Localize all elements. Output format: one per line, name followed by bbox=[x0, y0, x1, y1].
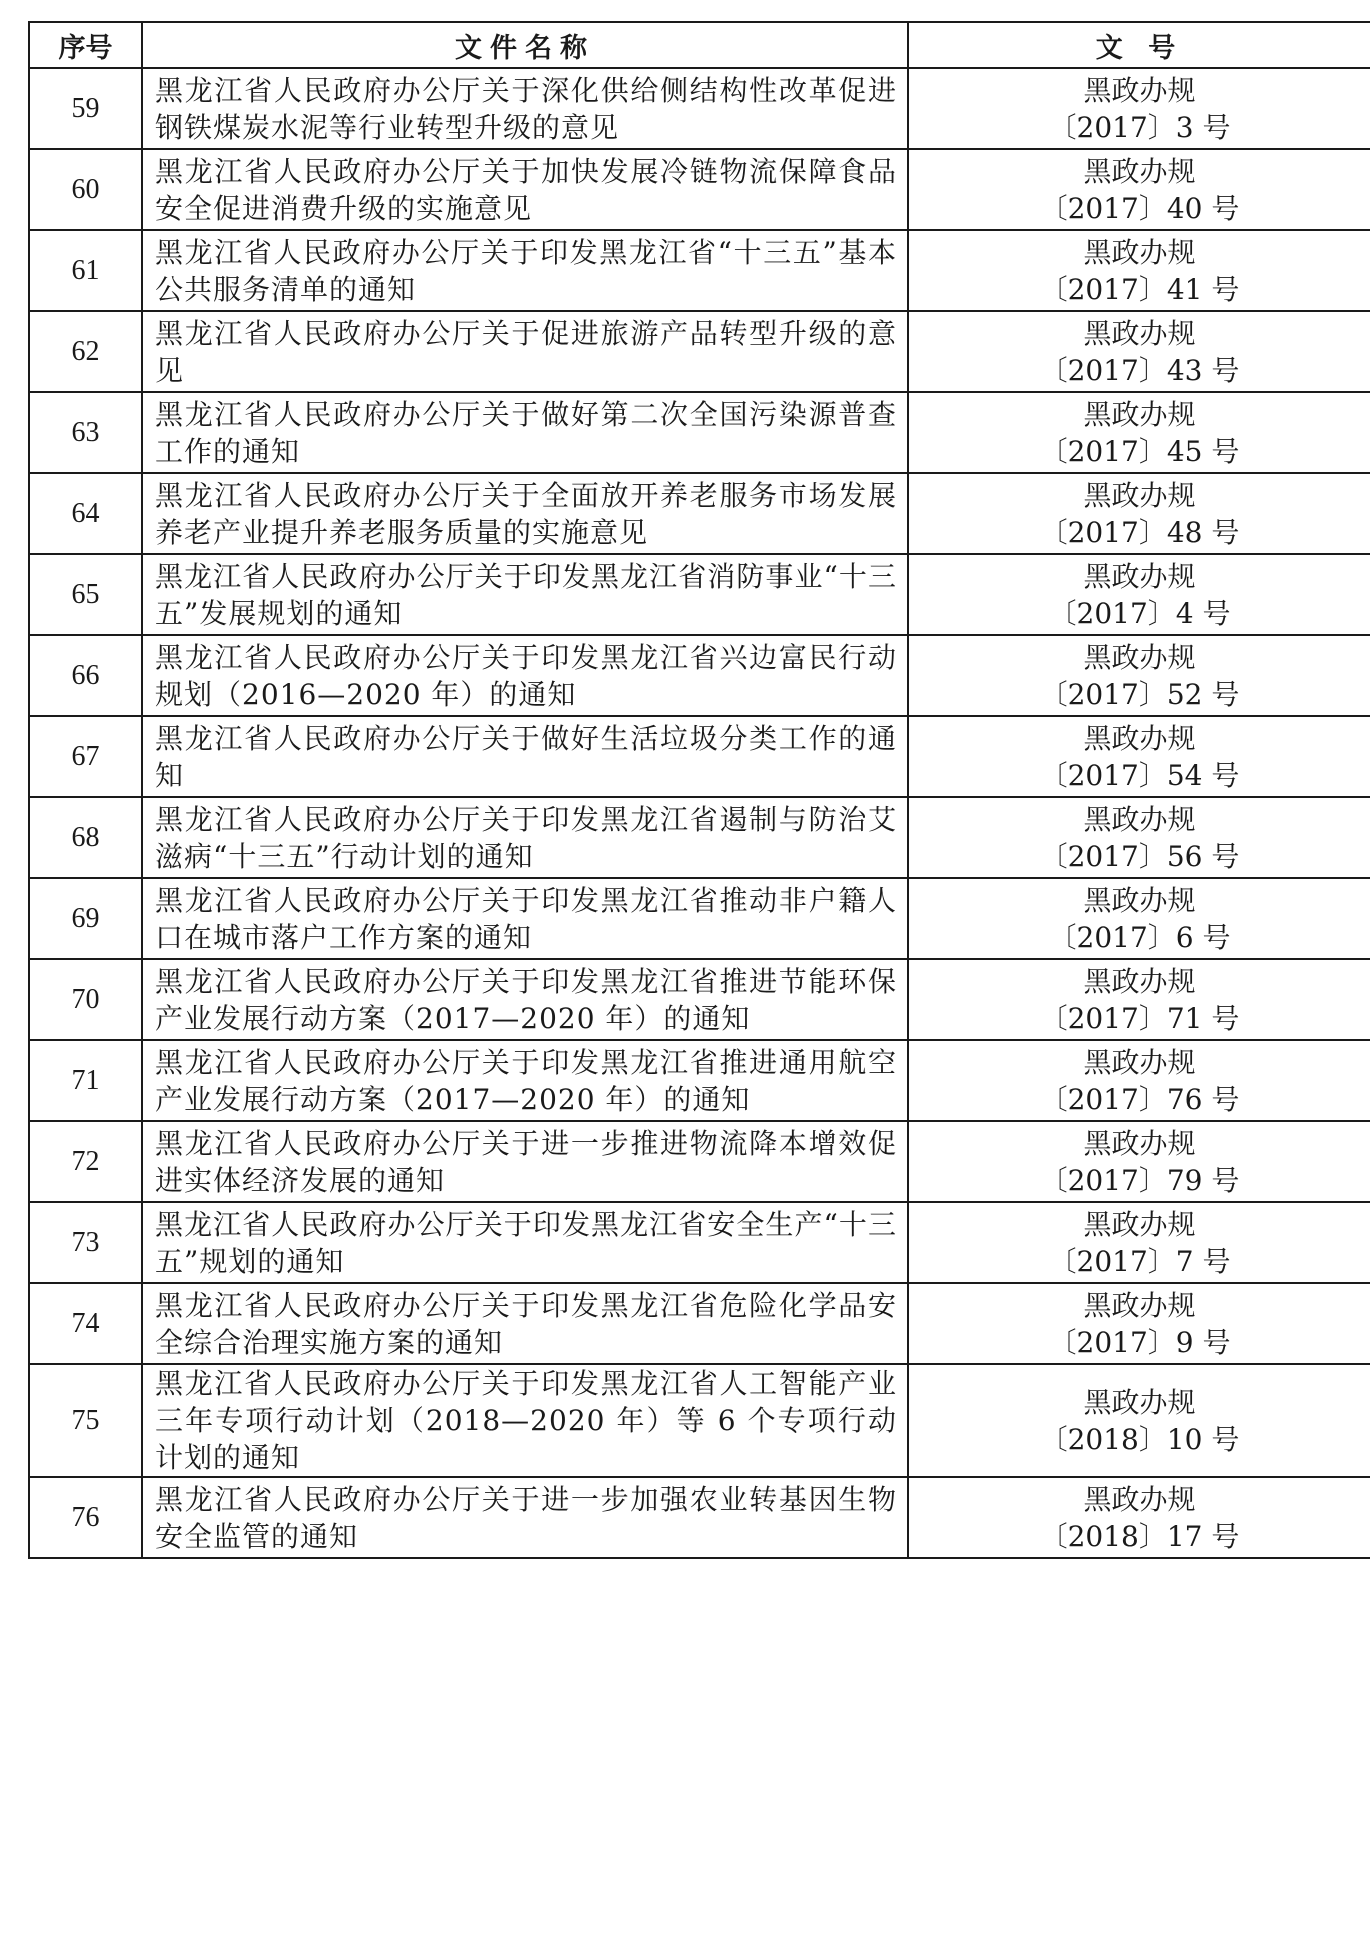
docno-prefix: 黑政办规 bbox=[1083, 559, 1196, 593]
row-seq: 71 bbox=[29, 1040, 142, 1121]
docno-number: 〔2017〕54 号 bbox=[1039, 758, 1240, 792]
table-row bbox=[29, 797, 1370, 878]
row-seq: 65 bbox=[29, 554, 142, 635]
row-seq: 66 bbox=[29, 635, 142, 716]
docno-number: 〔2017〕45 号 bbox=[1039, 434, 1240, 468]
document-list-table bbox=[28, 21, 1370, 1559]
row-seq: 62 bbox=[29, 311, 142, 392]
docno-prefix: 黑政办规 bbox=[1083, 235, 1196, 269]
table-row bbox=[29, 1202, 1370, 1283]
docno-number: 〔2017〕40 号 bbox=[1039, 191, 1240, 225]
row-docno bbox=[908, 311, 1370, 392]
docno-number: 〔2017〕7 号 bbox=[1048, 1244, 1231, 1278]
docno-number: 〔2017〕9 号 bbox=[1048, 1325, 1231, 1359]
docno-number: 〔2017〕43 号 bbox=[1039, 353, 1240, 387]
row-seq: 75 bbox=[29, 1364, 142, 1477]
table-row bbox=[29, 554, 1370, 635]
row-docno bbox=[908, 1283, 1370, 1364]
docno-number: 〔2017〕4 号 bbox=[1048, 596, 1231, 630]
docno-prefix: 黑政办规 bbox=[1083, 154, 1196, 188]
row-seq: 67 bbox=[29, 716, 142, 797]
table-row bbox=[29, 311, 1370, 392]
table-row bbox=[29, 1040, 1370, 1121]
docno-number: 〔2018〕10 号 bbox=[1039, 1422, 1240, 1456]
row-title: 黑龙江省人民政府办公厅关于印发黑龙江省“十三五”基本公共服务清单的通知 bbox=[142, 230, 908, 311]
table-row bbox=[29, 1364, 1370, 1477]
docno-number: 〔2018〕17 号 bbox=[1039, 1519, 1240, 1553]
row-docno bbox=[908, 473, 1370, 554]
row-title: 黑龙江省人民政府办公厅关于印发黑龙江省遏制与防治艾滋病“十三五”行动计划的通知 bbox=[142, 797, 908, 878]
row-title: 黑龙江省人民政府办公厅关于印发黑龙江省推进节能环保产业发展行动方案（2017—2020 年）的通知 bbox=[142, 959, 908, 1040]
row-docno bbox=[908, 1202, 1370, 1283]
header-seq: 序号 bbox=[29, 22, 142, 68]
docno-prefix: 黑政办规 bbox=[1083, 73, 1196, 107]
row-docno bbox=[908, 392, 1370, 473]
row-seq: 76 bbox=[29, 1477, 142, 1558]
docno-prefix: 黑政办规 bbox=[1083, 1288, 1196, 1322]
docno-prefix: 黑政办规 bbox=[1083, 1385, 1196, 1419]
docno-number: 〔2017〕79 号 bbox=[1039, 1163, 1240, 1197]
docno-number: 〔2017〕6 号 bbox=[1048, 920, 1231, 954]
row-seq: 73 bbox=[29, 1202, 142, 1283]
docno-prefix: 黑政办规 bbox=[1083, 964, 1196, 998]
row-title: 黑龙江省人民政府办公厅关于印发黑龙江省人工智能产业三年专项行动计划（2018—2020 年）等 6 个专项行动计划的通知 bbox=[142, 1364, 908, 1477]
row-title: 黑龙江省人民政府办公厅关于深化供给侧结构性改革促进钢铁煤炭水泥等行业转型升级的意见 bbox=[142, 68, 908, 149]
row-docno bbox=[908, 1040, 1370, 1121]
table-row bbox=[29, 473, 1370, 554]
table-row bbox=[29, 1477, 1370, 1558]
docno-number: 〔2017〕52 号 bbox=[1039, 677, 1240, 711]
docno-prefix: 黑政办规 bbox=[1083, 640, 1196, 674]
table-row bbox=[29, 959, 1370, 1040]
row-title: 黑龙江省人民政府办公厅关于做好第二次全国污染源普查工作的通知 bbox=[142, 392, 908, 473]
docno-prefix: 黑政办规 bbox=[1083, 721, 1196, 755]
row-seq: 59 bbox=[29, 68, 142, 149]
docno-number: 〔2017〕48 号 bbox=[1039, 515, 1240, 549]
row-docno bbox=[908, 878, 1370, 959]
row-title: 黑龙江省人民政府办公厅关于做好生活垃圾分类工作的通知 bbox=[142, 716, 908, 797]
row-docno bbox=[908, 1477, 1370, 1558]
docno-prefix: 黑政办规 bbox=[1083, 316, 1196, 350]
docno-prefix: 黑政办规 bbox=[1083, 1482, 1196, 1516]
row-title: 黑龙江省人民政府办公厅关于进一步加强农业转基因生物安全监管的通知 bbox=[142, 1477, 908, 1558]
row-seq: 60 bbox=[29, 149, 142, 230]
row-seq: 70 bbox=[29, 959, 142, 1040]
row-title: 黑龙江省人民政府办公厅关于印发黑龙江省推动非户籍人口在城市落户工作方案的通知 bbox=[142, 878, 908, 959]
row-docno bbox=[908, 230, 1370, 311]
table-row bbox=[29, 716, 1370, 797]
docno-prefix: 黑政办规 bbox=[1083, 478, 1196, 512]
row-seq: 63 bbox=[29, 392, 142, 473]
docno-prefix: 黑政办规 bbox=[1083, 397, 1196, 431]
docno-number: 〔2017〕3 号 bbox=[1048, 110, 1231, 144]
table-header-row bbox=[29, 22, 1370, 68]
row-title: 黑龙江省人民政府办公厅关于印发黑龙江省消防事业“十三五”发展规划的通知 bbox=[142, 554, 908, 635]
row-docno bbox=[908, 149, 1370, 230]
table-row bbox=[29, 878, 1370, 959]
row-title: 黑龙江省人民政府办公厅关于全面放开养老服务市场发展养老产业提升养老服务质量的实施意见 bbox=[142, 473, 908, 554]
table-row bbox=[29, 149, 1370, 230]
table-row bbox=[29, 230, 1370, 311]
table-row bbox=[29, 392, 1370, 473]
row-title: 黑龙江省人民政府办公厅关于促进旅游产品转型升级的意见 bbox=[142, 311, 908, 392]
row-seq: 68 bbox=[29, 797, 142, 878]
row-seq: 61 bbox=[29, 230, 142, 311]
docno-prefix: 黑政办规 bbox=[1083, 883, 1196, 917]
row-docno bbox=[908, 635, 1370, 716]
row-docno bbox=[908, 797, 1370, 878]
row-docno bbox=[908, 716, 1370, 797]
docno-number: 〔2017〕56 号 bbox=[1039, 839, 1240, 873]
header-docno: 文 号 bbox=[908, 22, 1370, 68]
row-seq: 69 bbox=[29, 878, 142, 959]
row-title: 黑龙江省人民政府办公厅关于印发黑龙江省危险化学品安全综合治理实施方案的通知 bbox=[142, 1283, 908, 1364]
row-docno bbox=[908, 68, 1370, 149]
table-row bbox=[29, 635, 1370, 716]
row-seq: 74 bbox=[29, 1283, 142, 1364]
docno-number: 〔2017〕76 号 bbox=[1039, 1082, 1240, 1116]
row-title: 黑龙江省人民政府办公厅关于印发黑龙江省兴边富民行动规划（2016—2020 年）的通知 bbox=[142, 635, 908, 716]
row-docno bbox=[908, 554, 1370, 635]
docno-prefix: 黑政办规 bbox=[1083, 1045, 1196, 1079]
header-title: 文件名称 bbox=[142, 22, 908, 68]
row-title: 黑龙江省人民政府办公厅关于进一步推进物流降本增效促进实体经济发展的通知 bbox=[142, 1121, 908, 1202]
row-docno bbox=[908, 1364, 1370, 1477]
row-title: 黑龙江省人民政府办公厅关于印发黑龙江省推进通用航空产业发展行动方案（2017—2020 年）的通知 bbox=[142, 1040, 908, 1121]
docno-prefix: 黑政办规 bbox=[1083, 1207, 1196, 1241]
table-row bbox=[29, 1283, 1370, 1364]
docno-prefix: 黑政办规 bbox=[1083, 1126, 1196, 1160]
row-docno bbox=[908, 1121, 1370, 1202]
docno-prefix: 黑政办规 bbox=[1083, 802, 1196, 836]
row-seq: 64 bbox=[29, 473, 142, 554]
row-seq: 72 bbox=[29, 1121, 142, 1202]
row-docno bbox=[908, 959, 1370, 1040]
docno-number: 〔2017〕71 号 bbox=[1039, 1001, 1240, 1035]
table-row bbox=[29, 68, 1370, 149]
docno-number: 〔2017〕41 号 bbox=[1039, 272, 1240, 306]
table-row bbox=[29, 1121, 1370, 1202]
row-title: 黑龙江省人民政府办公厅关于加快发展冷链物流保障食品安全促进消费升级的实施意见 bbox=[142, 149, 908, 230]
row-title: 黑龙江省人民政府办公厅关于印发黑龙江省安全生产“十三五”规划的通知 bbox=[142, 1202, 908, 1283]
